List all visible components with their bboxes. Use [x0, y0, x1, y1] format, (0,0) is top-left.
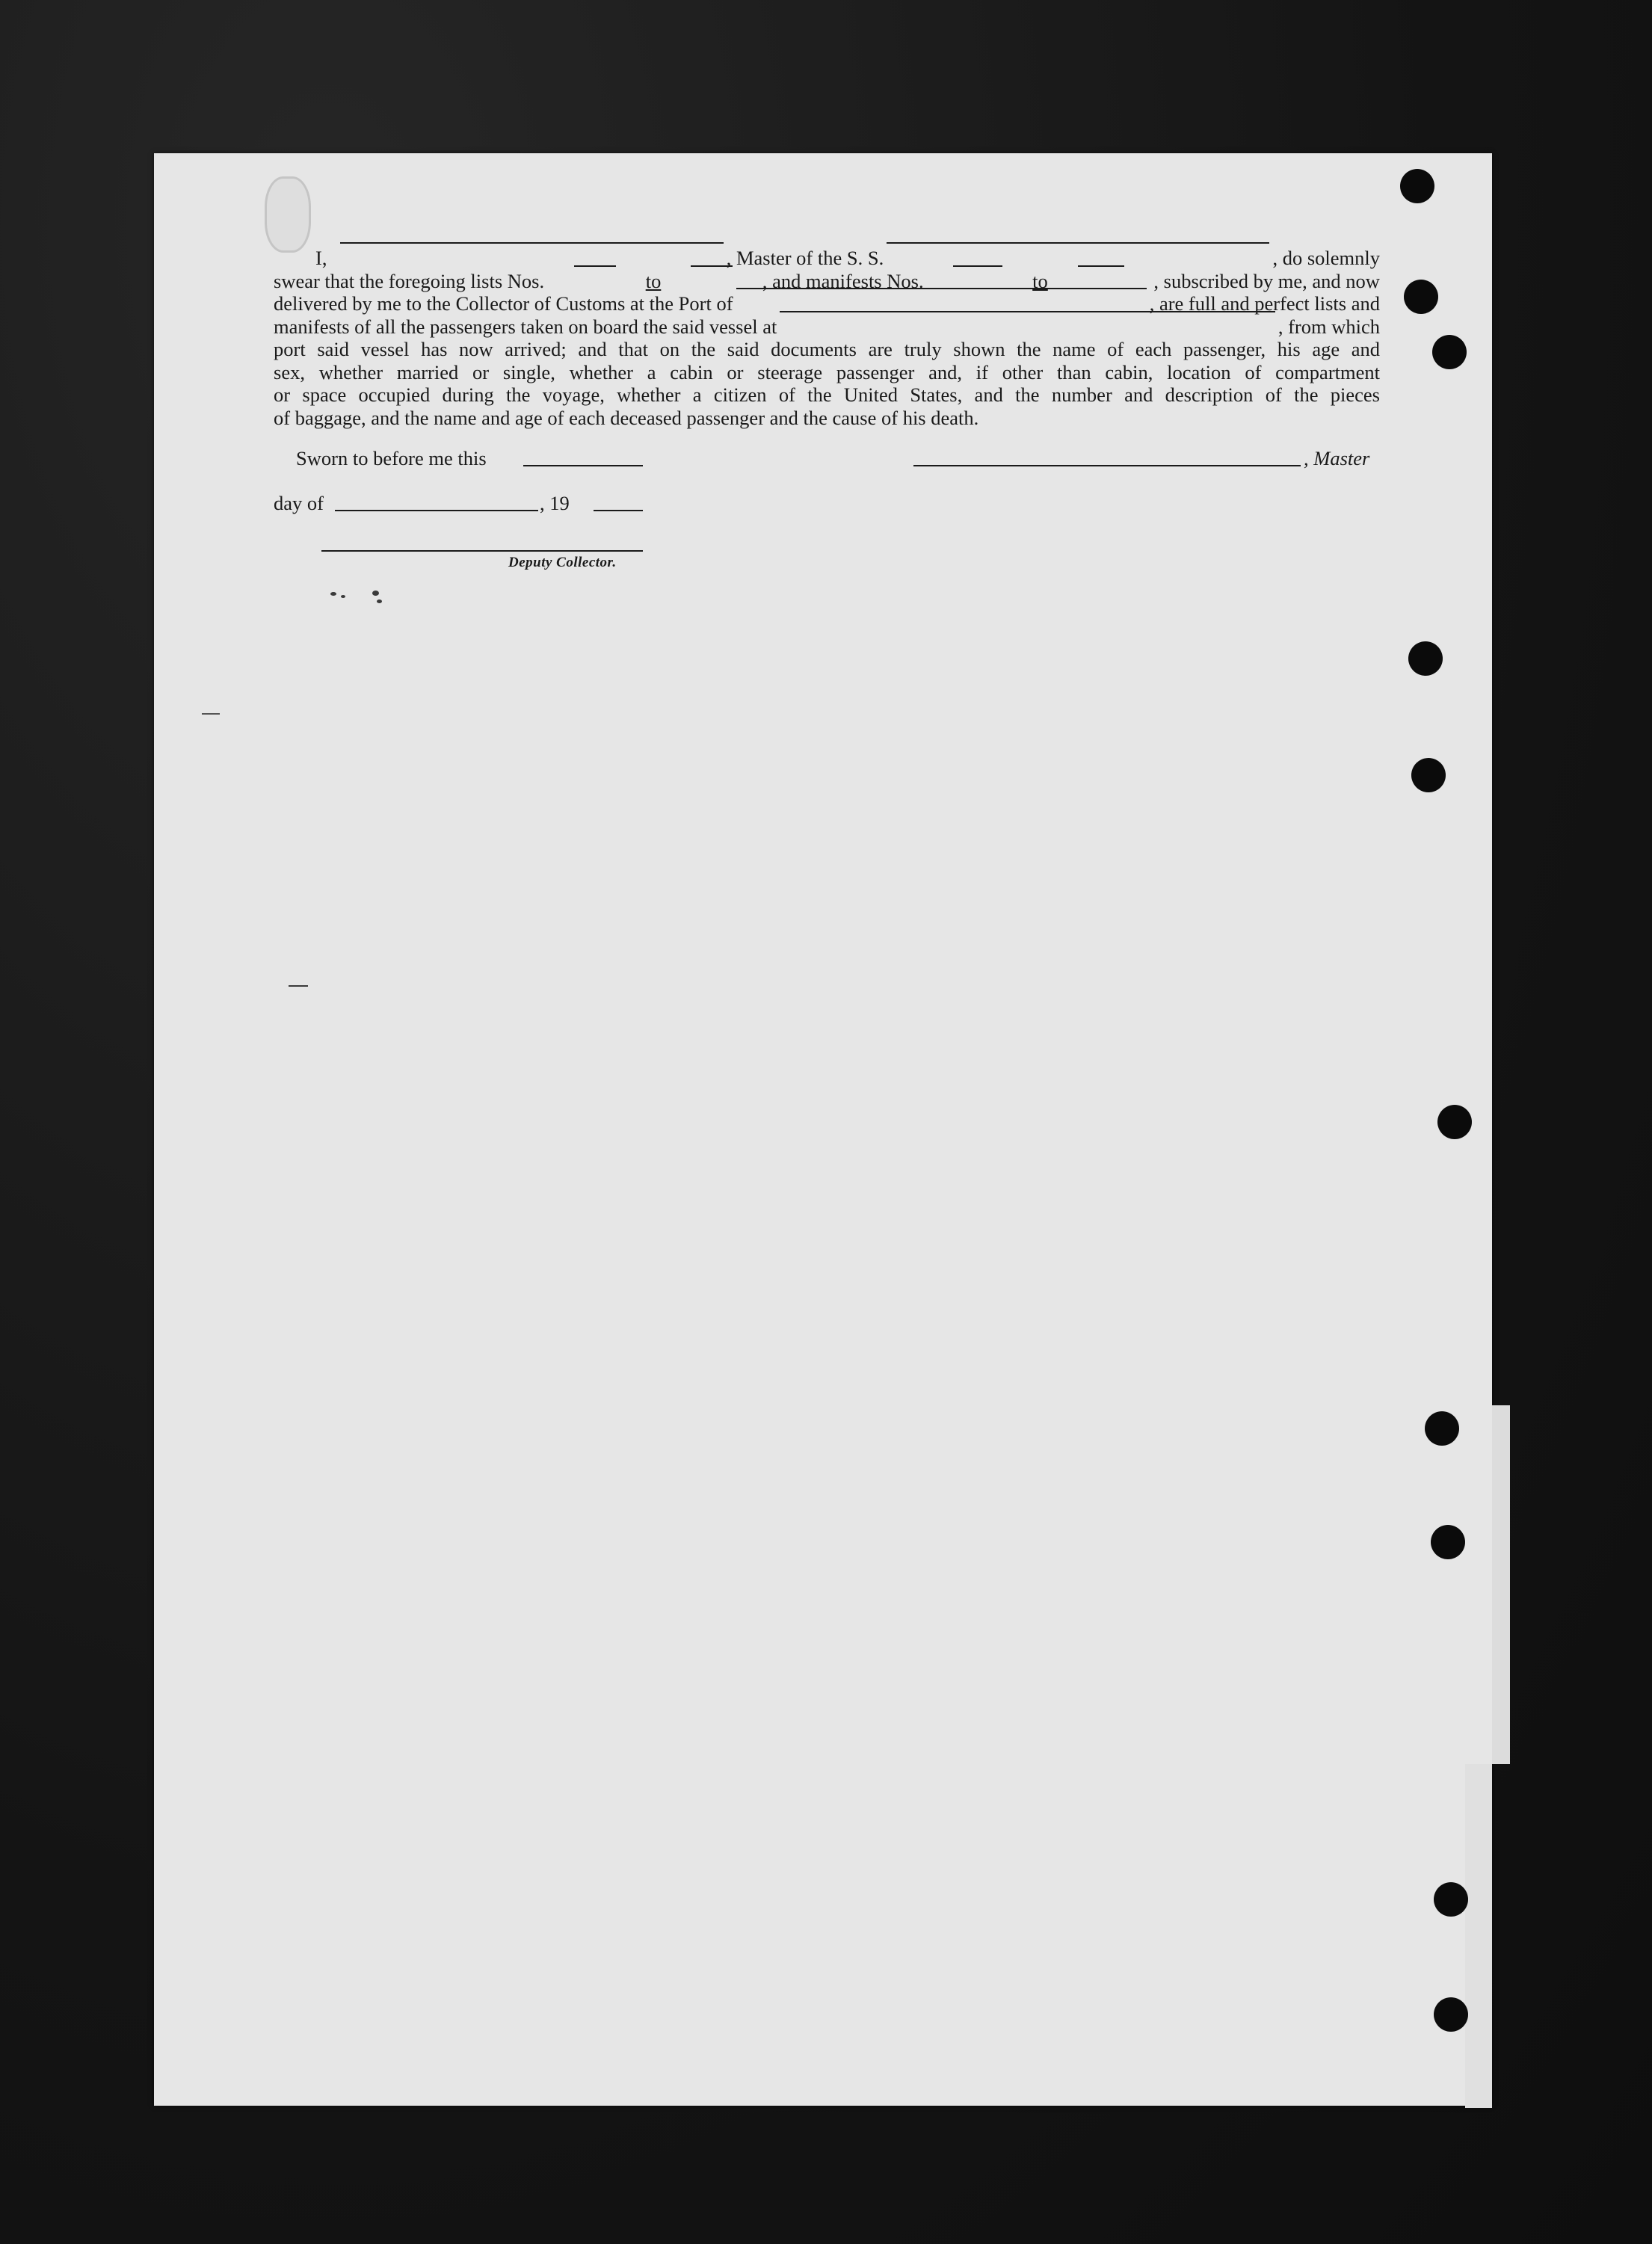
oath-line-1 — [274, 247, 1380, 270]
document-page — [154, 153, 1492, 2106]
oath-text-segment: , do solemnly — [1272, 247, 1381, 269]
oath-text-segment: , and manifests Nos. — [762, 269, 924, 292]
page-edge-lower — [1465, 1764, 1492, 2108]
lists-from-blank[interactable] — [574, 265, 616, 267]
port-blank[interactable] — [736, 288, 1147, 289]
sworn-to-label: Sworn to before me this — [296, 447, 487, 469]
oath-text-segment: port said vessel has now arrived; and that on the said documents are truly shown the name of each passenger, his age and — [274, 338, 1380, 360]
oath-line-6 — [274, 361, 1380, 384]
punch-hole — [1431, 1525, 1465, 1559]
punch-hole — [1411, 758, 1446, 792]
ink-speck — [330, 592, 336, 596]
oath-line-5 — [274, 338, 1380, 361]
punch-hole — [1400, 169, 1434, 203]
day-of-blank[interactable] — [335, 510, 538, 511]
manifests-from-blank[interactable] — [953, 265, 1002, 267]
oath-text-segment: of baggage, and the name and age of each deceased passenger and the cause of his death. — [274, 406, 979, 429]
ink-speck — [289, 985, 308, 987]
punch-hole — [1425, 1411, 1459, 1446]
oath-text-segment: , are full and perfect lists and — [1149, 292, 1380, 315]
ink-speck — [341, 595, 345, 598]
oath-line-8 — [274, 407, 1380, 430]
oath-text-segment: sex, whether married or single, whether a cabin or steerage passenger and, if other than cabin, location of compartment — [274, 360, 1380, 383]
ink-speck — [372, 591, 379, 596]
year-label: , 19 — [540, 492, 570, 514]
ink-speck — [202, 713, 220, 715]
sworn-date-blank[interactable] — [523, 465, 643, 466]
departure-port-blank[interactable] — [780, 311, 1275, 312]
day-of-label: day of — [274, 492, 324, 514]
manifests-to-blank[interactable] — [1078, 265, 1124, 267]
sworn-signature-block — [274, 447, 1380, 582]
punch-hole — [1434, 1997, 1468, 2032]
year-blank[interactable] — [594, 510, 643, 511]
oath-line-7 — [274, 383, 1380, 407]
deputy-collector-signature-line[interactable] — [321, 550, 643, 552]
oath-text-segment: , from which — [1277, 315, 1380, 338]
master-label: , Master — [1304, 447, 1370, 469]
punch-hole — [1408, 641, 1443, 676]
page-edge-tab — [1492, 1405, 1510, 1764]
oath-text-segment: , Master of the S. S. — [726, 247, 884, 269]
oath-paragraph — [274, 247, 1380, 429]
oath-text-segment: or space occupied during the voyage, whether a citizen of the United States, and the number and description of the pieces — [274, 383, 1380, 406]
oath-text-segment: delivered by me to the Collector of Customs at the Port of — [274, 292, 733, 315]
punch-hole — [1404, 280, 1438, 314]
deputy-collector-label: Deputy Collector. — [508, 555, 617, 570]
ink-speck — [377, 599, 382, 603]
master-name-blank[interactable] — [340, 242, 723, 244]
punch-hole — [1432, 335, 1467, 369]
oath-text-segment: , subscribed by me, and now — [1153, 269, 1380, 292]
oath-line-4 — [274, 315, 1380, 339]
oath-text-segment: I, — [315, 247, 327, 269]
oath-text-segment: manifests of all the passengers taken on board the said vessel at — [274, 315, 777, 338]
lists-to-blank[interactable] — [691, 265, 733, 267]
punch-hole — [1434, 1882, 1468, 1917]
oath-text-segment: swear that the foregoing lists Nos. — [274, 269, 545, 292]
master-signature-line[interactable] — [913, 465, 1301, 466]
ship-name-blank[interactable] — [887, 242, 1269, 244]
oath-text-segment: to — [1032, 269, 1048, 292]
oath-text-segment: to — [645, 269, 662, 292]
faint-stamp-mark — [265, 176, 311, 253]
punch-hole — [1437, 1105, 1472, 1139]
